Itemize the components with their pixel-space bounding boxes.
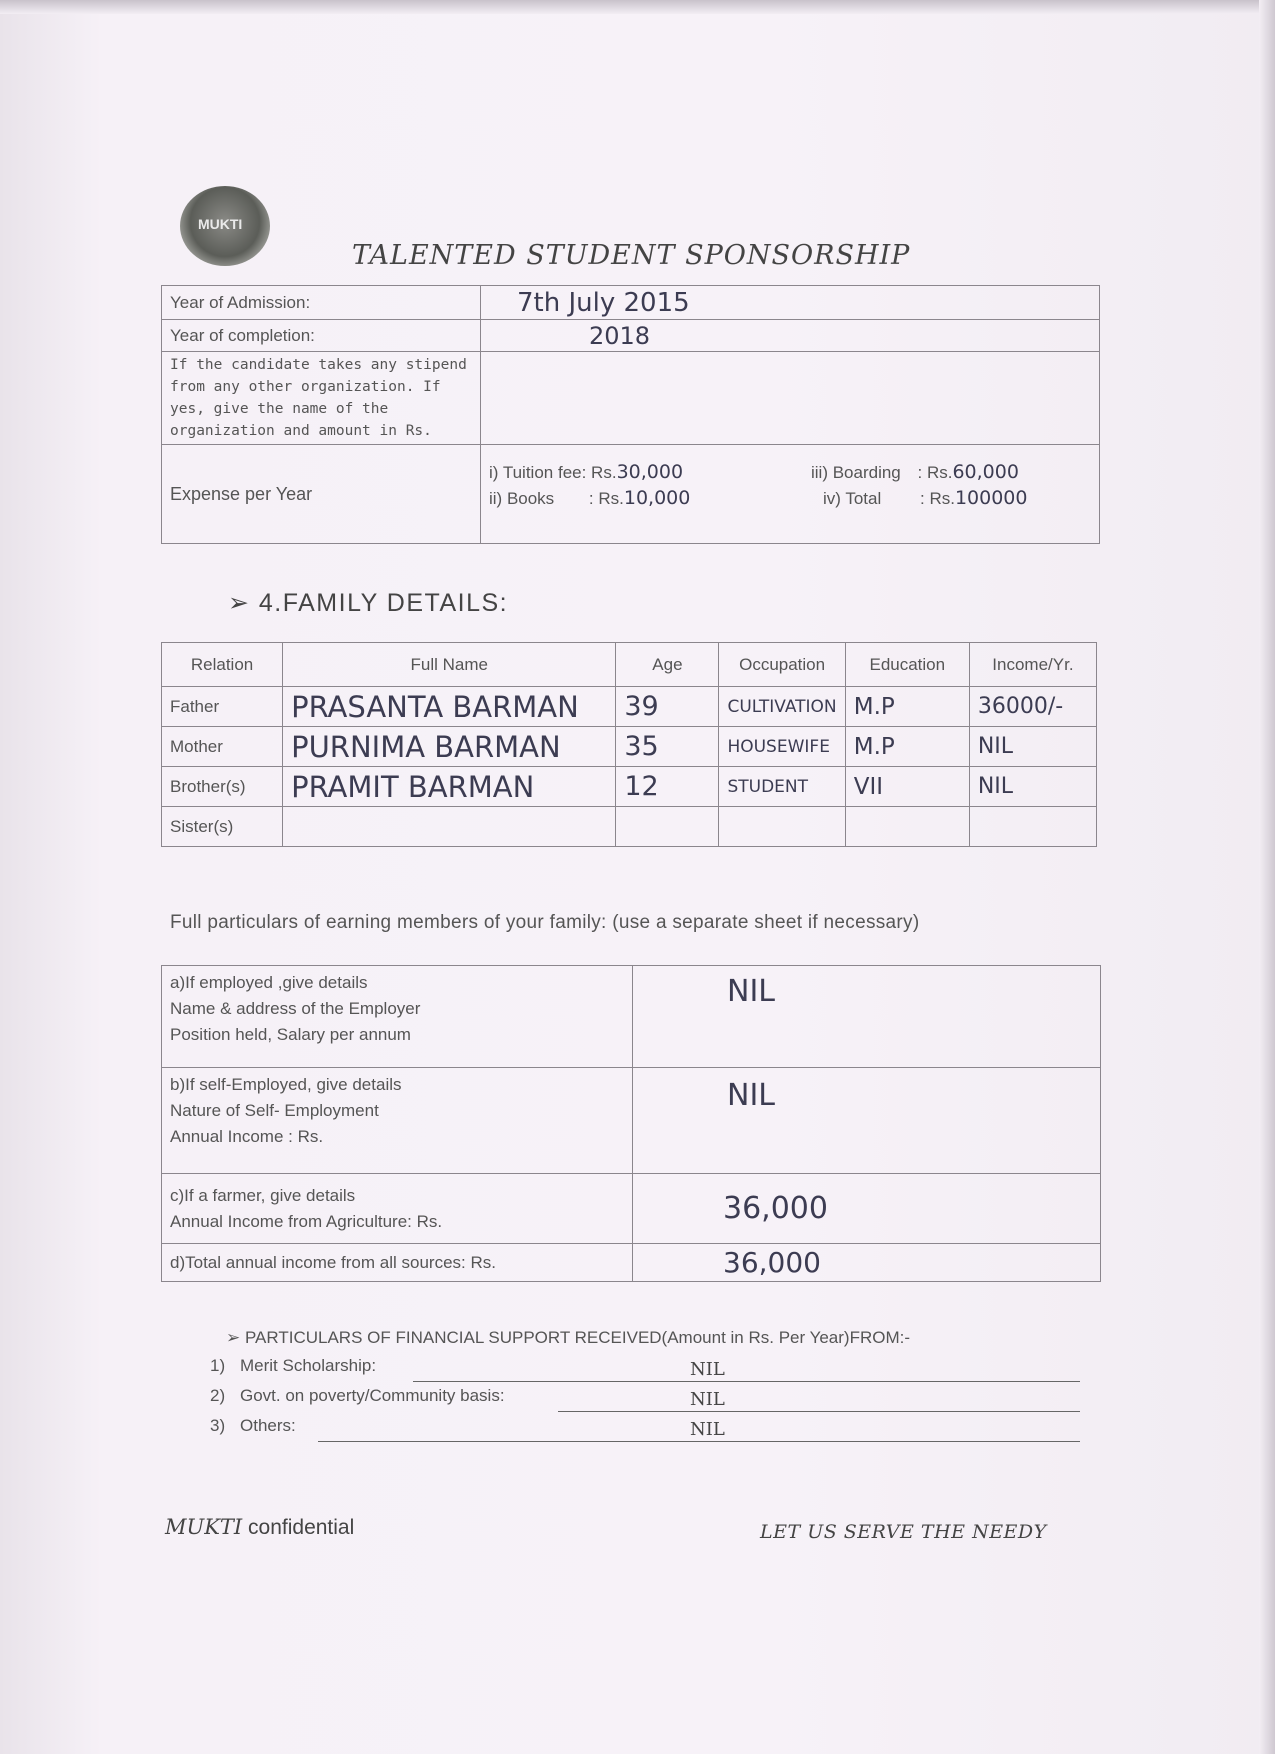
year-of-admission-value[interactable]: 7th July 2015 [481,286,1100,320]
total-prefix: : Rs. [920,489,955,508]
item-label: Merit Scholarship: [240,1356,377,1375]
col-occupation: Occupation [719,643,845,687]
earning-table [161,965,1101,1282]
earning-value[interactable]: NIL [633,966,1101,1068]
earning-value[interactable]: 36,000 [633,1174,1101,1244]
earning-label: c)If a farmer, give details Annual Income from Agriculture: Rs. [162,1174,633,1244]
item-value[interactable]: NIL [690,1359,725,1380]
occupation-cell[interactable]: HOUSEWIFE [719,727,845,767]
boarding-label: iii) Boarding [811,463,901,482]
books-value[interactable]: 10,000 [623,487,691,509]
relation-cell: Father [162,687,283,727]
relation-cell: Mother [162,727,283,767]
education-cell[interactable]: M.P [845,727,969,767]
item-label: Govt. on poverty/Community basis: [240,1386,505,1405]
name-cell[interactable]: PRAMIT BARMAN [283,767,616,807]
education-cell[interactable] [845,807,969,847]
footer-brand: MUKTI [165,1515,243,1539]
earning-value[interactable]: NIL [633,1068,1101,1174]
family-table-header [162,643,1097,687]
earning-value[interactable]: 36,000 [633,1244,1101,1282]
education-cell[interactable]: VII [845,767,969,807]
footer-confidential-text: confidential [242,1516,355,1539]
occupation-cell[interactable]: CULTIVATION [719,687,845,727]
boarding-prefix: : Rs. [917,463,953,482]
boarding-value[interactable]: 60,000 [952,461,1019,483]
fill-line [413,1381,1080,1382]
earning-label: a)If employed ,give details Name & address of the Employer Position held, Salary per annum [162,966,633,1068]
col-relation: Relation [162,643,283,687]
age-cell[interactable]: 39 [616,687,719,727]
col-education: Education [845,643,969,687]
item-number: 1) [210,1356,226,1375]
financial-support-heading: ➢ PARTICULARS OF FINANCIAL SUPPORT RECEIVED(Amount in Rs. Per Year)FROM:- [226,1328,911,1347]
support-item-govt [210,1386,1080,1414]
logo-text: MUKTI [198,216,243,232]
tuition-value[interactable]: 30,000 [616,461,684,483]
relation-cell: Sister(s) [162,807,283,847]
support-item-others [210,1416,1080,1444]
item-number: 2) [210,1386,226,1405]
income-cell[interactable]: NIL [969,767,1096,807]
item-label: Others: [240,1416,296,1435]
family-table [161,642,1097,847]
form-title: TALENTED STUDENT SPONSORSHIP [352,240,911,271]
footer-confidential [165,1515,354,1540]
income-cell[interactable]: 36000/- [969,687,1096,727]
item-value[interactable]: NIL [690,1419,725,1440]
earning-label: d)Total annual income from all sources: Rs. [162,1244,633,1282]
mukti-logo [180,186,270,266]
relation-cell: Brother(s) [162,767,283,807]
stipend-value[interactable] [481,352,1100,445]
family-details-heading: ➢ 4.FAMILY DETAILS: [228,589,509,617]
name-cell[interactable] [283,807,616,847]
stipend-label: If the candidate takes any stipend from any other organization. If yes, give the name of the organization and amount in Rs. [162,352,481,445]
table-row [162,687,1097,727]
income-cell[interactable]: NIL [969,727,1096,767]
table-row [162,966,1101,1068]
education-cell[interactable]: M.P [845,687,969,727]
item-value[interactable]: NIL [690,1389,725,1410]
occupation-cell[interactable] [719,807,845,847]
fill-line [318,1441,1080,1442]
table-row [162,1244,1101,1282]
footer-tagline: LET US SERVE THE NEEDY [760,1521,1047,1543]
income-cell[interactable] [969,807,1096,847]
table-row [162,1174,1101,1244]
table-row [162,807,1097,847]
col-age: Age [616,643,719,687]
tuition-label: i) Tuition fee: Rs. [489,463,617,482]
earning-label: b)If self-Employed, give details Nature of Self- Employment Annual Income : Rs. [162,1068,633,1174]
page-shadow-right [1259,0,1275,1754]
year-of-completion-label: Year of completion: [162,320,481,352]
item-number: 3) [210,1416,226,1435]
table-row [162,767,1097,807]
name-cell[interactable]: PURNIMA BARMAN [283,727,616,767]
occupation-cell[interactable]: STUDENT [719,767,845,807]
expense-label: Expense per Year [162,445,481,544]
support-item-merit [210,1356,1080,1384]
fill-line [558,1411,1080,1412]
total-label: iv) Total [823,489,882,508]
books-prefix: : Rs. [588,489,624,508]
table-row [162,727,1097,767]
col-income: Income/Yr. [969,643,1096,687]
admission-table [161,285,1100,544]
col-full-name: Full Name [283,643,616,687]
total-value[interactable]: 100000 [954,487,1028,509]
year-of-admission-label: Year of Admission: [162,286,481,320]
age-cell[interactable]: 12 [616,767,719,807]
year-of-completion-value[interactable]: 2018 [481,320,1100,352]
page-shadow-top [0,0,1275,14]
books-label: ii) Books [489,489,555,508]
name-cell[interactable]: PRASANTA BARMAN [283,687,616,727]
age-cell[interactable] [616,807,719,847]
earning-members-note: Full particulars of earning members of your family: (use a separate sheet if necessary) [170,912,920,933]
table-row [162,1068,1101,1174]
expense-details [481,445,1100,544]
age-cell[interactable]: 35 [616,727,719,767]
